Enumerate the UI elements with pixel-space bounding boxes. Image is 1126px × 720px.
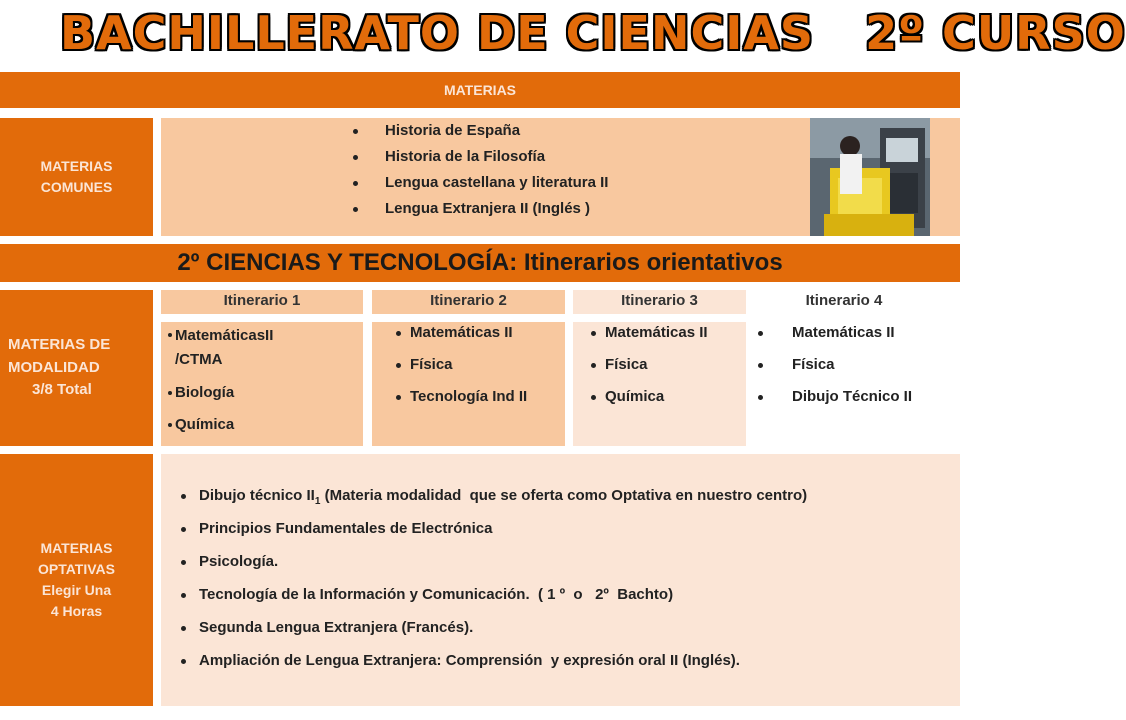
list-item: Química [587, 386, 708, 418]
comunes-label-text: MATERIAS COMUNES [40, 158, 113, 195]
list-item: Física [587, 354, 708, 386]
optativas-label-line: OPTATIVAS [38, 561, 115, 577]
optativas-panel [161, 454, 960, 706]
modalidad-label [0, 290, 153, 446]
list-item: Matemáticas II [392, 322, 527, 354]
optativas-label-line: Elegir Una [41, 582, 112, 598]
itinerario-4-box [754, 322, 960, 446]
comunes-list [349, 118, 608, 222]
itinerario-1-list [167, 324, 275, 436]
list-item: MatemáticasII /CTMA [167, 324, 275, 372]
list-item: Lengua Extranjera II (Inglés ) [349, 196, 608, 222]
itinerario-2-box [372, 322, 565, 446]
list-item: Tecnología Ind II [392, 386, 527, 418]
itinerario-3-list [587, 322, 708, 418]
list-item: Matemáticas II [587, 322, 708, 354]
optativas-label-line: MATERIAS [40, 540, 113, 556]
list-item-text: (Materia modalidad que se oferta como Optativa en nuestro centro) [320, 487, 808, 504]
materias-header: MATERIAS [0, 72, 960, 108]
list-item: Principios Fundamentales de Electrónica [177, 515, 807, 548]
list-item: Tecnología de la Información y Comunicación. ( 1 º o 2º Bachto) [177, 581, 807, 614]
optativas-label-line: 4 Horas [50, 603, 103, 619]
list-item: Física [754, 354, 912, 386]
itinerario-1-tab: Itinerario 1 [161, 290, 363, 314]
list-item: Matemáticas II [754, 322, 912, 354]
modalidad-label-line: MATERIAS DE [8, 336, 111, 354]
list-item [177, 482, 807, 515]
itinerarios-header: 2º CIENCIAS Y TECNOLOGÍA: Itinerarios orientativos [0, 244, 960, 282]
list-item-text: Dibujo técnico II [199, 487, 315, 504]
list-item: Historia de España [349, 118, 608, 144]
list-item: Segunda Lengua Extranjera (Francés). [177, 614, 807, 647]
list-item: Dibujo Técnico II [754, 386, 912, 418]
title-text: BACHILLERATO DE CIENCIAS 2º CURSO [60, 6, 1126, 60]
itinerario-3-tab: Itinerario 3 [573, 290, 746, 314]
itinerario-3-box [573, 322, 746, 446]
list-item: Historia de la Filosofía [349, 144, 608, 170]
list-item-subscript: 1 [314, 496, 321, 507]
list-item: Física [392, 354, 527, 386]
itinerario-4-tab: Itinerario 4 [805, 292, 883, 309]
list-item: Biología [167, 382, 275, 404]
laboratory-photo [810, 118, 930, 236]
list-item: Psicología. [177, 548, 807, 581]
optativas-list [177, 482, 807, 680]
modalidad-label-line: MODALIDAD [8, 358, 100, 376]
itinerario-4-list [754, 322, 912, 418]
comunes-label [0, 118, 153, 236]
itinerario-1-box [161, 322, 363, 446]
list-item: Lengua castellana y literatura II [349, 170, 608, 196]
list-item: Ampliación de Lengua Extranjera: Comprensión y expresión oral II (Inglés). [177, 647, 807, 680]
list-item: Química [167, 414, 275, 436]
optativas-label [0, 454, 153, 706]
itinerario-2-list [392, 322, 527, 418]
modalidad-label-line: 3/8 Total [32, 381, 92, 399]
page-title [0, 0, 1126, 66]
itinerario-2-tab: Itinerario 2 [372, 290, 565, 314]
